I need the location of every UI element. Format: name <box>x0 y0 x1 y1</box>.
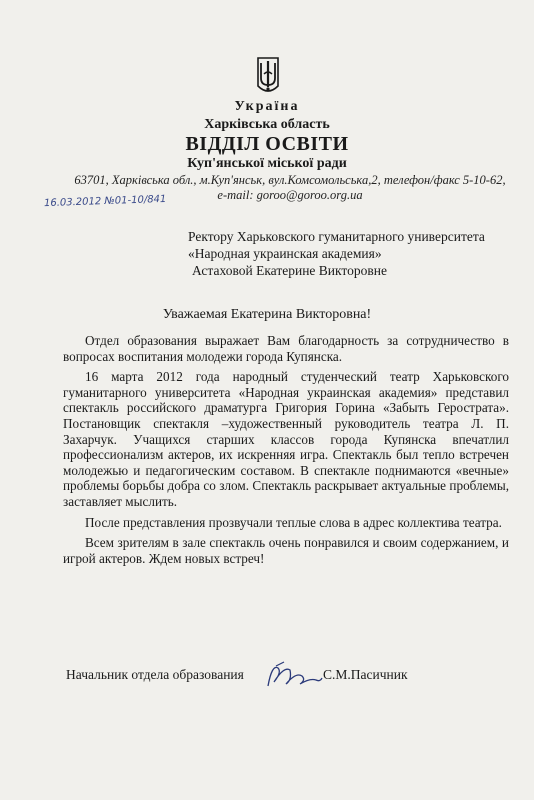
tryzub-icon <box>256 56 280 96</box>
body-paragraph: 16 марта 2012 года народный студенческий театр Харьковского гуманитарного университета «Народная украинская академия» представил спектакль российского драматурга Григория Горина «Забыть Герострата». Постановщик спектакля –художественный руководитель театра Л. П. Захарчук. Учащихся старших классов города Купянска впечатлил профессионализм актеров, их искренняя игра. Спектакль был тепло встречен молодежью и педагогическим составом. В спектакле поднимаются «вечные» проблемы борьбы добра со злом. Спектакль раскрывает актуальные проблемы, заставляет мыслить. <box>63 369 509 509</box>
recipient-line: Ректору Харьковского гуманитарного университета <box>188 229 485 244</box>
region-name: Харківська область <box>204 117 330 132</box>
signatory-name: С.М.Пасичник <box>323 667 408 682</box>
country-name: Україна <box>234 99 300 114</box>
email-line: e-mail: goroo@goroo.org.ua <box>217 188 363 202</box>
recipient-line: «Народная украинская академия» <box>188 246 382 261</box>
body-paragraph: После представления прозвучали теплые слова в адрес коллектива театра. <box>85 514 502 530</box>
body-paragraph: Отдел образования выражает Вам благодарность за сотрудничество в вопросах воспитания молодежи города Купянска. <box>63 333 509 364</box>
body-paragraph: Всем зрителям в зале спектакль очень понравился и своим содержанием, и игрой актеров. Ждем новых встреч! <box>63 535 509 566</box>
signature-position: Начальник отдела образования <box>66 667 244 682</box>
greeting: Уважаемая Екатерина Викторовна! <box>162 307 372 322</box>
recipient-block <box>188 228 485 279</box>
handwritten-registration: 16.03.2012 №01-10/841 <box>43 193 167 210</box>
recipient-line: Астаховой Екатерине Викторовне <box>192 263 387 278</box>
department-title: ВІДДІЛ ОСВІТИ <box>185 133 349 155</box>
letter-body <box>63 333 509 571</box>
handwritten-signature-icon <box>262 656 326 696</box>
address-line: 63701, Харківська обл., м.Куп'янськ, вул.Комсомольська,2, телефон/факс 5-10-62, <box>74 173 506 187</box>
council-name: Куп'янської міської ради <box>187 156 347 171</box>
